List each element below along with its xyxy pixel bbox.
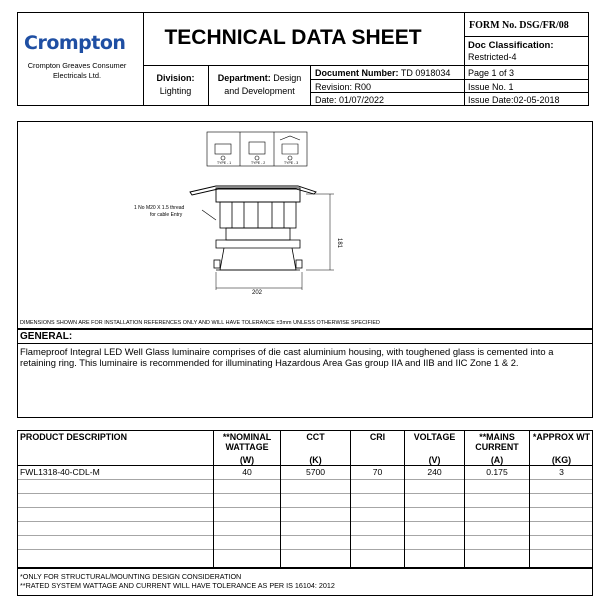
division-value: Lighting bbox=[159, 86, 192, 96]
mounting-bracket bbox=[190, 186, 316, 202]
issue-no: Issue No. 1 bbox=[468, 82, 514, 92]
department-value-2: and Development bbox=[224, 86, 295, 96]
general-body: Flameproof Integral LED Well Glass luminaire comprises of die cast aluminium housing, with toughened glass is cemented into a retaining ring. This luminaire is recommended for illuminating Hazardous Area Gas group IIA and IIB and IIC Zone 1 & 2. bbox=[20, 346, 554, 368]
th-voltage-unit: (V) bbox=[428, 455, 441, 465]
thread-note-2: for cable Entry bbox=[150, 212, 183, 218]
cell-cri: 70 bbox=[372, 467, 383, 477]
inset-type-2: TYPE - 2 bbox=[251, 161, 266, 165]
drawing-note: DIMENSIONS SHOWN ARE FOR INSTALLATION REFERENCES ONLY AND WILL HAVE TOLERANCE ±3mm UNLESS OTHERWISE SPECIFIED bbox=[20, 320, 380, 326]
th-mains-current-unit: (A) bbox=[490, 455, 504, 465]
department-value-1: Design bbox=[273, 73, 302, 83]
inset-type-1: TYPE - 1 bbox=[217, 161, 232, 165]
th-mains-current: **MAINS CURRENT bbox=[475, 432, 519, 452]
document-number-value: TD 0918034 bbox=[400, 68, 451, 78]
thread-note-1: 1 No M20 X 1.5 thread bbox=[134, 205, 185, 211]
revision: Revision: R00 bbox=[315, 82, 372, 92]
header-divider bbox=[310, 65, 311, 106]
company-logo: Crompton bbox=[24, 32, 126, 54]
cell-approx-wt: 3 bbox=[559, 467, 564, 477]
table-divider bbox=[17, 507, 593, 508]
luminaire-housing bbox=[214, 202, 302, 270]
document-number-label: Document Number: bbox=[315, 68, 399, 78]
cell-mains-current: 0.175 bbox=[486, 467, 508, 477]
th-nominal-wattage: **NOMINAL WATTAGE bbox=[222, 432, 272, 452]
table-divider bbox=[17, 479, 593, 480]
cell-cct: 5700 bbox=[305, 467, 326, 477]
width-dimension bbox=[216, 272, 302, 290]
th-cri: CRI bbox=[369, 432, 386, 442]
footnote-2: **RATED SYSTEM WATTAGE AND CURRENT WILL HAVE TOLERANCE AS PER IS 16104: 2012 bbox=[20, 581, 335, 590]
company-name: Crompton Greaves Consumer Electricals Ltd. bbox=[27, 61, 127, 80]
general-heading: GENERAL: bbox=[20, 331, 73, 342]
th-approx-wt: *APPROX WT bbox=[532, 432, 591, 442]
table-divider bbox=[17, 521, 593, 522]
th-approx-wt-unit: (KG) bbox=[551, 455, 572, 465]
th-voltage: VOLTAGE bbox=[413, 432, 456, 442]
footnote-1: *ONLY FOR STRUCTURAL/MOUNTING DESIGN CONSIDERATION bbox=[20, 572, 242, 581]
width-dimension-value: 202 bbox=[252, 290, 263, 296]
division-label: Division: bbox=[156, 73, 195, 83]
table-divider bbox=[529, 430, 530, 568]
header-divider bbox=[310, 92, 589, 93]
height-dimension bbox=[306, 194, 334, 270]
table-divider bbox=[17, 535, 593, 536]
doc-classification-value: Restricted-4 bbox=[468, 52, 517, 62]
th-cct: CCT bbox=[306, 432, 325, 442]
issue-date: Issue Date:02-05-2018 bbox=[468, 95, 560, 105]
inset-type-3: TYPE - 3 bbox=[284, 161, 299, 165]
doc-classification-label: Doc Classification: bbox=[468, 40, 554, 51]
header-divider bbox=[143, 65, 589, 66]
header-divider bbox=[464, 36, 589, 37]
date: Date: 01/07/2022 bbox=[315, 95, 385, 105]
header-divider bbox=[310, 79, 589, 80]
table-divider bbox=[17, 549, 593, 550]
th-nominal-wattage-unit: (W) bbox=[239, 455, 255, 465]
cell-voltage: 240 bbox=[427, 467, 442, 477]
document-number bbox=[315, 68, 450, 78]
luminaire-drawing bbox=[120, 128, 380, 303]
general-divider bbox=[17, 343, 593, 344]
th-product-description: PRODUCT DESCRIPTION bbox=[20, 432, 127, 442]
cable-entry-leader bbox=[202, 210, 216, 220]
table-divider bbox=[17, 465, 593, 466]
th-cct-unit: (K) bbox=[309, 455, 322, 465]
table-divider bbox=[404, 430, 405, 568]
height-dimension-value: 181 bbox=[336, 238, 342, 249]
page-info: Page 1 of 3 bbox=[468, 68, 515, 78]
cell-nominal-wattage: 40 bbox=[242, 467, 252, 477]
table-divider bbox=[350, 430, 351, 568]
table-divider bbox=[17, 493, 593, 494]
document-title: TECHNICAL DATA SHEET bbox=[164, 26, 422, 49]
table-divider bbox=[280, 430, 281, 568]
form-number: FORM No. DSG/FR/08 bbox=[469, 20, 569, 31]
department-line-1 bbox=[209, 73, 310, 83]
department-label: Department: bbox=[217, 73, 271, 83]
cell-product-description: FWL1318-40-CDL-M bbox=[20, 467, 100, 477]
